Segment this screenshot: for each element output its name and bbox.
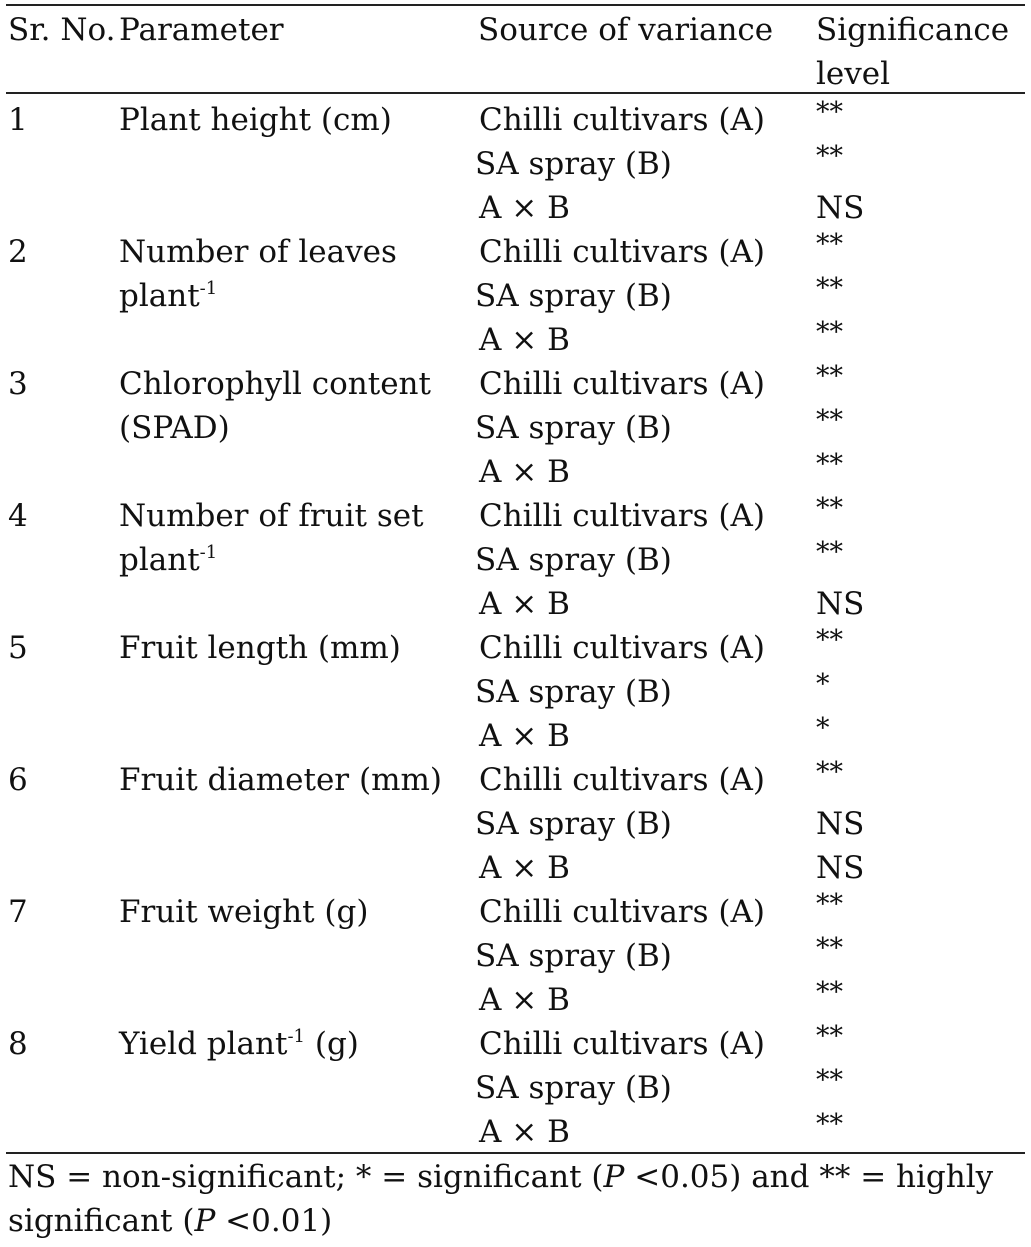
significance-level-cell: ** [816, 229, 843, 260]
source-of-variance-cell: A × B [479, 454, 570, 490]
significance-level-cell: ** [816, 625, 843, 656]
table-row-group [0, 626, 1031, 758]
sr-no-cell: 7 [8, 894, 28, 930]
table-row-group [0, 362, 1031, 494]
significance-level-cell: ** [816, 449, 843, 480]
header-significance-level: Significance level [816, 12, 1010, 92]
sr-no-cell: 6 [8, 762, 28, 798]
significance-level-cell: ** [816, 537, 843, 568]
significance-level-cell: NS [816, 586, 865, 622]
footnote-text-2: <0.05) and ** = highly significant ( [8, 1159, 994, 1239]
source-of-variance-cell: SA spray (B) [475, 806, 672, 842]
source-of-variance-cell: Chilli cultivars (A) [479, 102, 765, 138]
variance-row [0, 186, 1031, 230]
parameter-name: Chlorophyll content (SPAD) [119, 366, 431, 446]
table-row-group [0, 758, 1031, 890]
table-row-group [0, 230, 1031, 362]
header-sr-no: Sr. No. [8, 12, 116, 48]
source-of-variance-cell: SA spray (B) [475, 410, 672, 446]
significance-level-cell: NS [816, 806, 865, 842]
variance-row [0, 758, 1031, 802]
significance-level-cell: ** [816, 141, 843, 172]
variance-row [0, 978, 1031, 1022]
variance-row [0, 890, 1031, 934]
variance-row [0, 582, 1031, 626]
source-of-variance-cell: SA spray (B) [475, 278, 672, 314]
variance-row [0, 670, 1031, 714]
sr-no-cell: 4 [8, 498, 28, 534]
variance-row [0, 274, 1031, 318]
parameter-name: Fruit diameter (mm) [119, 762, 442, 798]
parameter-unit: (g) [305, 1026, 359, 1062]
variance-row [0, 1110, 1031, 1154]
table-row-group [0, 1022, 1031, 1154]
source-of-variance-cell: A × B [479, 586, 570, 622]
table-row-group [0, 890, 1031, 1022]
variance-row [0, 318, 1031, 362]
significance-level-cell: NS [816, 850, 865, 886]
source-of-variance-cell: Chilli cultivars (A) [479, 894, 765, 930]
variance-row [0, 538, 1031, 582]
source-of-variance-cell: Chilli cultivars (A) [479, 234, 765, 270]
sr-no-cell: 3 [8, 366, 28, 402]
significance-level-cell: ** [816, 757, 843, 788]
parameter-name: Plant height (cm) [119, 102, 392, 138]
variance-row [0, 98, 1031, 142]
sr-no-cell: 1 [8, 102, 28, 138]
source-of-variance-cell: A × B [479, 850, 570, 886]
source-of-variance-cell: A × B [479, 322, 570, 358]
variance-row [0, 934, 1031, 978]
header-rule [6, 92, 1025, 94]
table-row-group [0, 494, 1031, 626]
parameter-name: Number of fruit set plant [119, 498, 424, 578]
significance-level-cell: ** [816, 405, 843, 436]
significance-level-cell: ** [816, 97, 843, 128]
parameter-name: Yield plant [119, 1026, 288, 1062]
sr-no-cell: 8 [8, 1026, 28, 1062]
variance-row [0, 142, 1031, 186]
significance-level-cell: ** [816, 493, 843, 524]
variance-row [0, 494, 1031, 538]
table-row-group [0, 98, 1031, 230]
significance-level-cell: ** [816, 361, 843, 392]
variance-row [0, 406, 1031, 450]
parameter-name: Fruit weight (g) [119, 894, 369, 930]
source-of-variance-cell: A × B [479, 1114, 570, 1150]
significance-level-cell: ** [816, 933, 843, 964]
significance-level-cell: ** [816, 977, 843, 1008]
significance-level-cell: ** [816, 273, 843, 304]
significance-level-cell: * [816, 669, 830, 700]
parameter-superscript: -1 [287, 1026, 306, 1047]
significance-level-cell: ** [816, 317, 843, 348]
source-of-variance-cell: Chilli cultivars (A) [479, 762, 765, 798]
source-of-variance-cell: A × B [479, 190, 570, 226]
table-bottom-rule [6, 1152, 1025, 1154]
source-of-variance-cell: SA spray (B) [475, 938, 672, 974]
source-of-variance-cell: Chilli cultivars (A) [479, 630, 765, 666]
variance-row [0, 450, 1031, 494]
source-of-variance-cell: SA spray (B) [475, 542, 672, 578]
variance-row [0, 362, 1031, 406]
source-of-variance-cell: Chilli cultivars (A) [479, 498, 765, 534]
source-of-variance-cell: Chilli cultivars (A) [479, 366, 765, 402]
source-of-variance-cell: Chilli cultivars (A) [479, 1026, 765, 1062]
variance-row [0, 846, 1031, 890]
significance-level-cell: * [816, 713, 830, 744]
variance-row [0, 802, 1031, 846]
significance-level-cell: ** [816, 1065, 843, 1096]
sr-no-cell: 2 [8, 234, 28, 270]
source-of-variance-cell: A × B [479, 982, 570, 1018]
variance-row [0, 230, 1031, 274]
parameter-name: Fruit length (mm) [119, 630, 401, 666]
variance-row [0, 1066, 1031, 1110]
footnote-p-symbol-1: P [603, 1159, 625, 1195]
significance-level-cell: NS [816, 190, 865, 226]
source-of-variance-cell: SA spray (B) [475, 674, 672, 710]
parameter-superscript: -1 [199, 542, 218, 563]
variance-row [0, 1022, 1031, 1066]
header-parameter: Parameter [119, 12, 284, 48]
table-footnote [8, 1155, 1023, 1243]
footnote-text-1: NS = non-significant; * = significant ( [8, 1159, 604, 1195]
source-of-variance-cell: SA spray (B) [475, 1070, 672, 1106]
source-of-variance-cell: A × B [479, 718, 570, 754]
source-of-variance-cell: SA spray (B) [475, 146, 672, 182]
footnote-p-symbol-2: P [194, 1203, 216, 1239]
parameter-name: Number of leaves plant [119, 234, 397, 314]
variance-row [0, 626, 1031, 670]
significance-level-cell: ** [816, 1109, 843, 1140]
header-source-of-variance: Source of variance [478, 12, 774, 48]
parameter-superscript: -1 [199, 278, 218, 299]
significance-level-cell: ** [816, 889, 843, 920]
significance-level-cell: ** [816, 1021, 843, 1052]
footnote-text-3: <0.01) [215, 1203, 333, 1239]
sr-no-cell: 5 [8, 630, 28, 666]
variance-row [0, 714, 1031, 758]
table-top-rule [6, 4, 1025, 6]
